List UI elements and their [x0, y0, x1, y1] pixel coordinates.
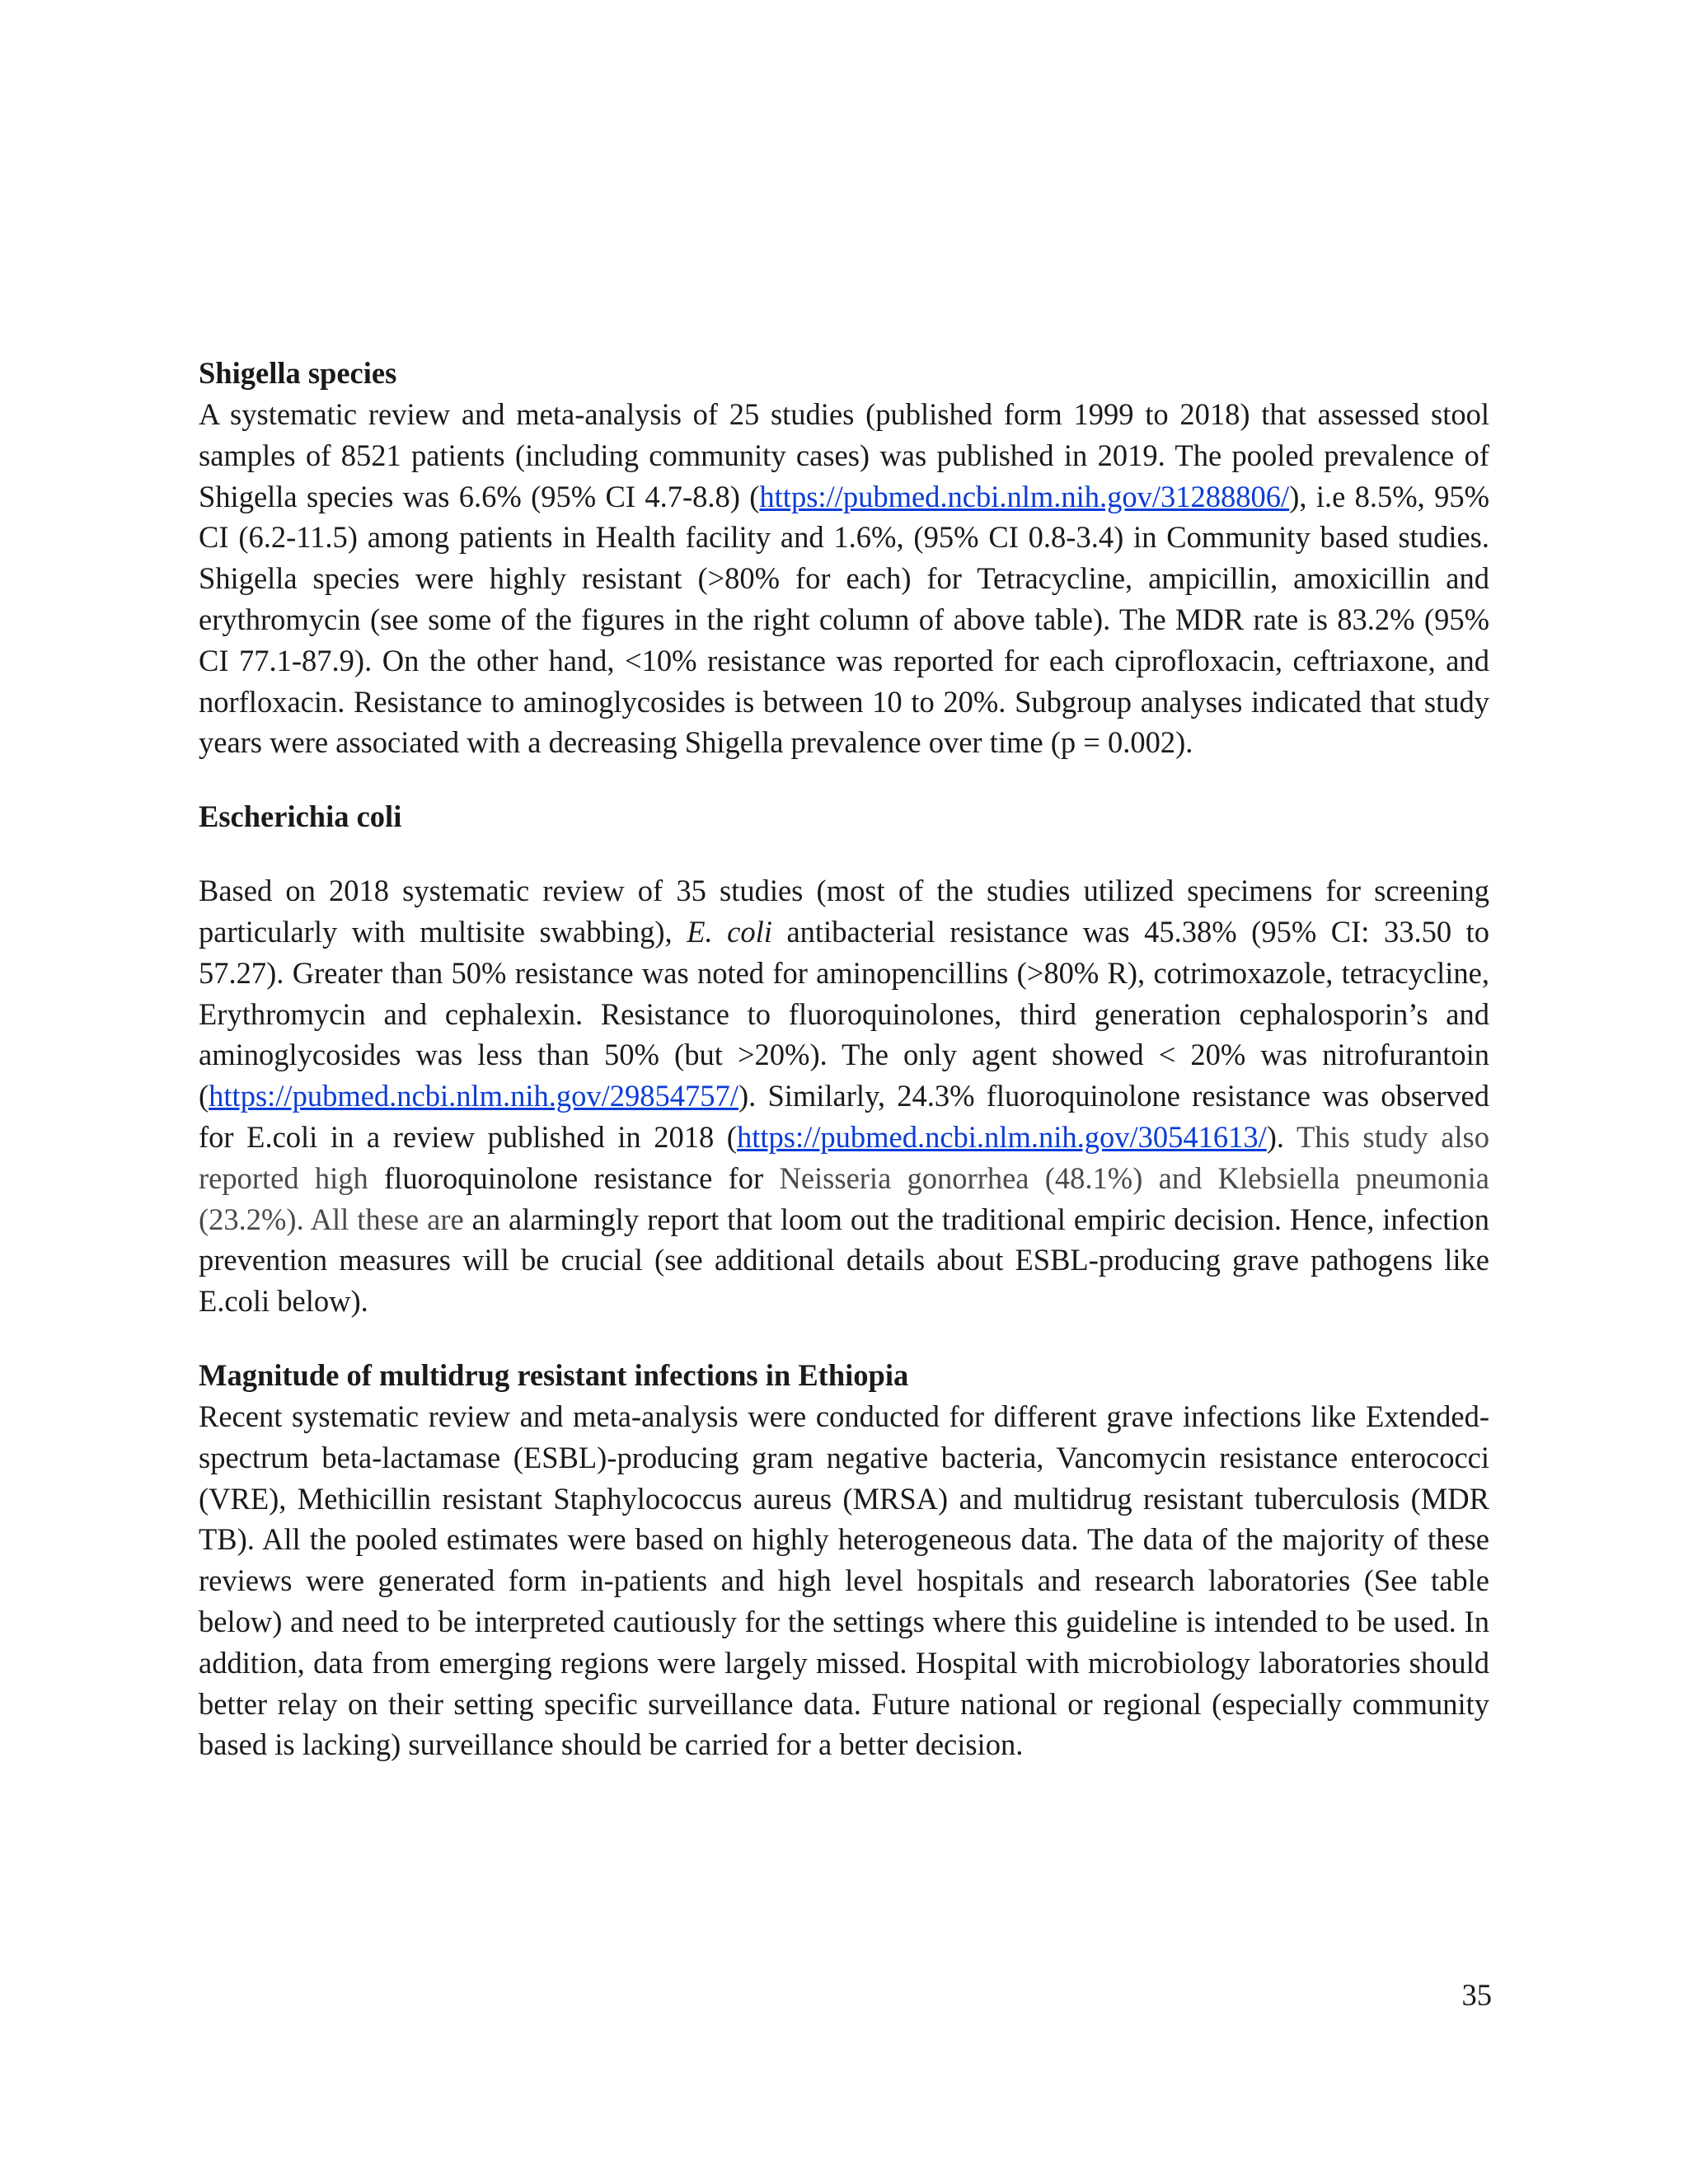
spacer: [199, 1322, 1489, 1355]
ecoli-text-grey-1: This study also reported high: [199, 1119, 1489, 1195]
ecoli-text-1: Based on 2018 systematic review of 35 studies (most of the studies utilized specimens for screening particularly with multisite swabbing),: [199, 874, 1489, 949]
shigella-text-1: A systematic review and meta-analysis of 25 studies (published form 1999 to 2018) that assessed stool samples of 8521 patients (including community cases) was published in 2019. The pooled prevalence of Shigella species was 6.6% (95% CI 4.7-8.8) (: [199, 397, 1489, 513]
pubmed-link-31288806[interactable]: https://pubmed.ncbi.nlm.nih.gov/31288806/: [759, 479, 1290, 513]
ecoli-paragraph: [199, 870, 1489, 1322]
pubmed-link-29854757[interactable]: https://pubmed.ncbi.nlm.nih.gov/29854757/: [209, 1079, 738, 1113]
ecoli-text-5: fluoroquinolone resistance for: [368, 1160, 780, 1195]
spacer: [199, 837, 1489, 870]
shigella-paragraph: [199, 394, 1489, 763]
pubmed-link-30541613[interactable]: https://pubmed.ncbi.nlm.nih.gov/30541613/: [736, 1119, 1267, 1154]
page-content: [199, 353, 1489, 1765]
ecoli-text-6: an alarmingly report that loom out the traditional empiric decision. Hence, infection prevention measures will be crucial (see additional details about ESBL-producing grave pathogens like E.coli below).: [199, 1202, 1489, 1319]
mdr-paragraph: Recent systematic review and meta-analysis were conducted for different grave infections like Extended-spectrum beta-lactamase (ESBL)-producing gram negative bacteria, Vancomycin resistance enterococci (VRE), Methicillin resistant Staphylococcus aureus (MRSA) and multidrug resistant tuberculosis (MDR TB). All the pooled estimates were based on highly heterogeneous data. The data of the majority of these reviews were generated form in-patients and high level hospitals and research laboratories (See table below) and need to be interpreted cautiously for the settings where this guideline is intended to be used. In addition, data from emerging regions were largely missed. Hospital with microbiology laboratories should better relay on their setting specific surveillance data. Future national or regional (especially community based is lacking) surveillance should be carried for a better decision.: [199, 1399, 1489, 1762]
ecoli-text-2: antibacterial resistance was 45.38% (95% CI: 33.50 to 57.27). Greater than 50% resistance was noted for aminopencillins (>80% R), cotrimoxazole, tetracycline, Erythromycin and cephalexin. Resistance to fluoroquinolones, third generation cephalosporin’s and aminoglycosides was less than 50% (but >20%). The only agent showed < 20% was nitrofurantoin (: [199, 914, 1489, 1113]
spacer: [199, 763, 1489, 796]
shigella-heading: Shigella species: [199, 356, 397, 390]
page-number: 35: [1461, 1978, 1492, 2012]
ecoli-italic-name: E. coli: [687, 914, 772, 949]
mdr-heading: Magnitude of multidrug resistant infections in Ethiopia: [199, 1357, 909, 1392]
ecoli-text-3: ). Similarly, 24.3% fluoroquinolone resistance was observed for E.coli in a review published in 2018 (: [199, 1079, 1489, 1154]
ecoli-heading: Escherichia coli: [199, 799, 402, 834]
shigella-text-2: ), i.e 8.5%, 95% CI (6.2-11.5) among patients in Health facility and 1.6%, (95% CI 0.8-3.4) in Community based studies. Shigella species were highly resistant (>80% for each) for Tetracycline, ampicillin, amoxicillin and erythromycin (see some of the figures in the right column of above table). The MDR rate is 83.2% (95% CI 77.1-87.9). On the other hand, <10% resistance was reported for each ciprofloxacin, ceftriaxone, and norfloxacin. Resistance to aminoglycosides is between 10 to 20%. Subgroup analyses indicated that study years were associated with a decreasing Shigella prevalence over time (p = 0.002).: [199, 479, 1489, 760]
ecoli-text-grey-2: Neisseria gonorrhea (48.1%) and Klebsiella pneumonia (23.2%). All these are: [199, 1160, 1490, 1236]
ecoli-text-4: ).: [1266, 1119, 1296, 1154]
